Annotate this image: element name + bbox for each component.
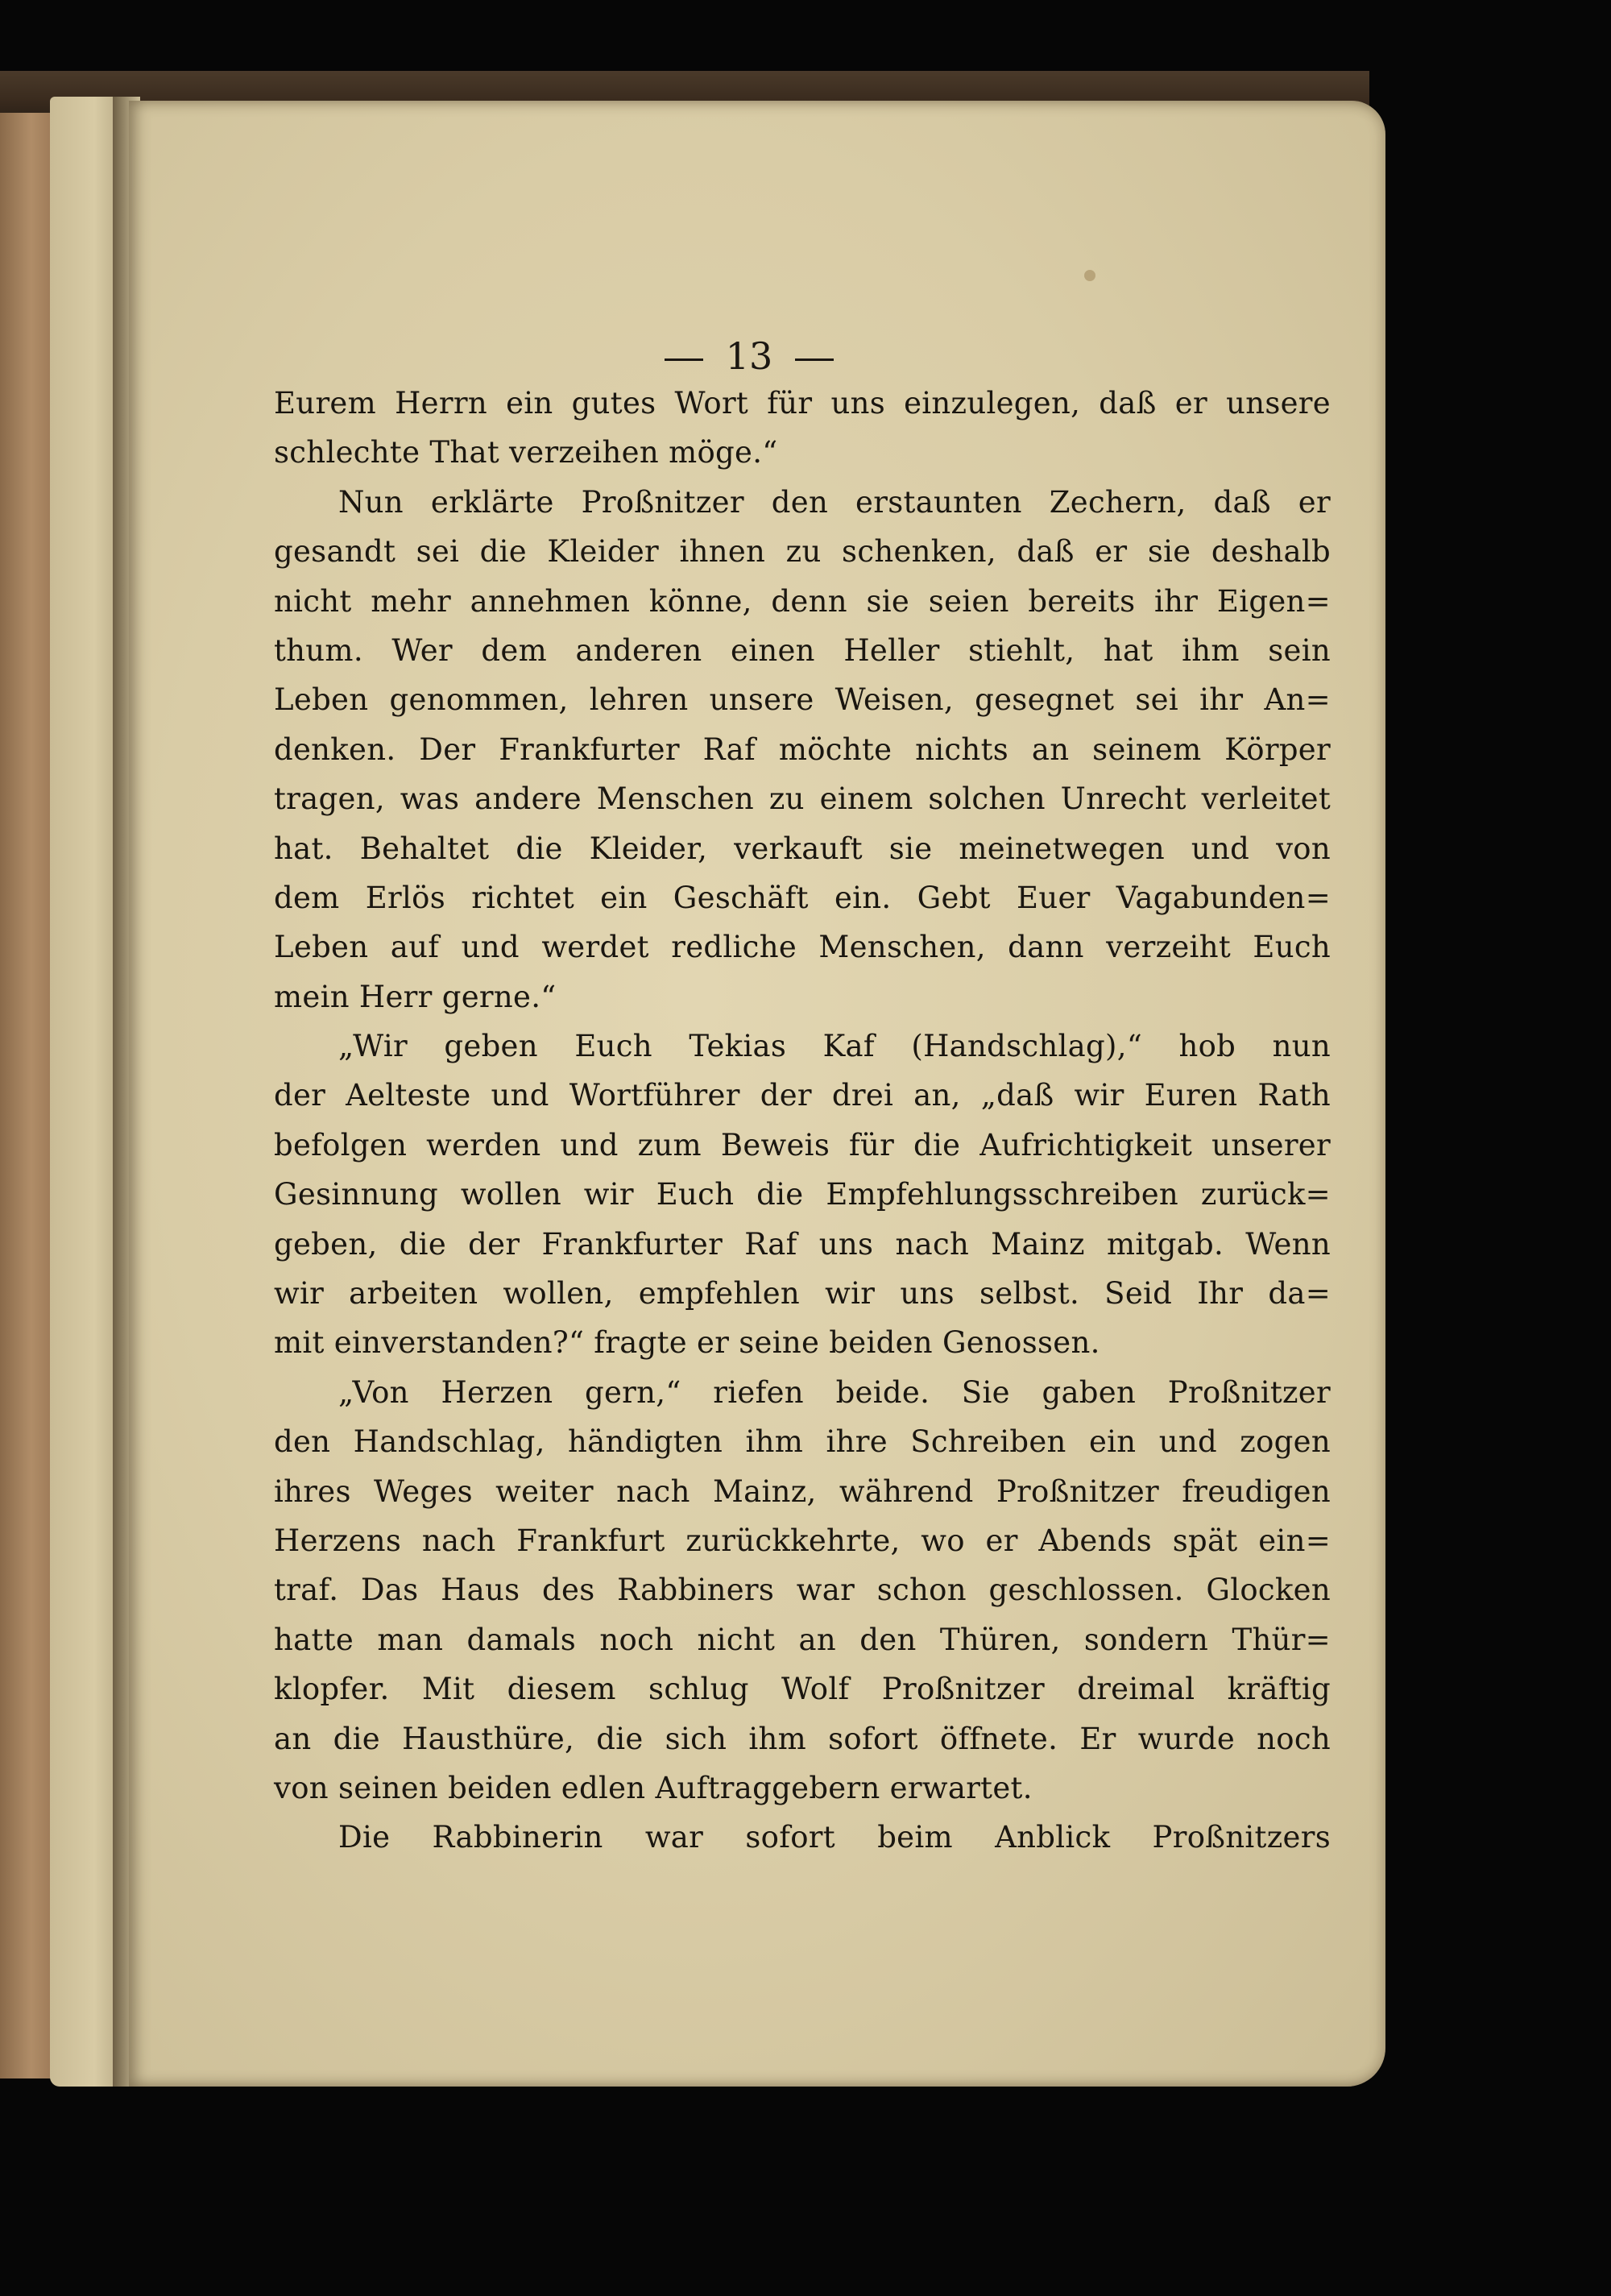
text-line: geben, die der Frankfurter Raf uns nach Mainz mitgab. Wenn — [274, 1226, 1331, 1262]
text-line: befolgen werden und zum Beweis für die Aufrichtigkeit unserer — [274, 1127, 1331, 1163]
text-line: „Wir geben Euch Tekias Kaf (Handschlag),“ hob nun — [338, 1029, 1331, 1064]
text-line: mein Herr gerne.“ — [274, 979, 557, 1014]
text-line: dem Erlös richtet ein Geschäft ein. Gebt Euer Vagabunden= — [274, 880, 1331, 915]
page-number — [129, 334, 1369, 378]
text-line: wir arbeiten wollen, empfehlen wir uns selbst. Seid Ihr da= — [274, 1276, 1331, 1312]
text-line: an die Hausthüre, die sich ihm sofort öffnete. Er wurde noch — [274, 1721, 1331, 1756]
page-number-dash-right — [795, 358, 834, 361]
text-line: ihres Weges weiter nach Mainz, während Proßnitzer freudigen — [274, 1473, 1331, 1509]
text-line: hat. Behaltet die Kleider, verkauft sie meinetwegen und von — [274, 831, 1331, 866]
book-page — [129, 101, 1385, 2087]
book-cover-edge — [0, 113, 56, 2078]
text-line: den Handschlag, händigten ihm ihre Schreiben ein und zogen — [274, 1424, 1331, 1460]
text-line: Leben auf und werdet redliche Menschen, dann verzeiht Euch — [274, 930, 1331, 965]
text-line: hatte man damals noch nicht an den Thüren, sondern Thür= — [274, 1622, 1331, 1657]
text-line: mit einverstanden?“ fragte er seine beiden Genossen. — [274, 1325, 1100, 1361]
text-line: Gesinnung wollen wir Euch die Empfehlungsschreiben zurück= — [274, 1177, 1331, 1212]
page-number-text: 13 — [725, 334, 773, 378]
text-line: tragen, was andere Menschen zu einem solchen Unrecht verleitet — [274, 781, 1331, 817]
text-line: nicht mehr annehmen könne, denn sie seien bereits ihr Eigen= — [274, 583, 1331, 619]
page-number-dash-left — [665, 358, 703, 361]
text-line: Nun erklärte Proßnitzer den erstaunten Zechern, daß er — [338, 484, 1331, 520]
text-line: Leben genommen, lehren unsere Weisen, gesegnet sei ihr An= — [274, 682, 1331, 718]
text-line: Herzens nach Frankfurt zurückkehrte, wo er Abends spät ein= — [274, 1523, 1331, 1558]
body-text — [274, 379, 1331, 1863]
paper-spot — [1084, 270, 1095, 281]
text-line: Eurem Herrn ein gutes Wort für uns einzulegen, daß er unsere — [274, 386, 1331, 421]
text-line: schlechte That verzeihen möge.“ — [274, 435, 778, 470]
text-line: Die Rabbinerin war sofort beim Anblick Proßnitzers — [338, 1820, 1331, 1855]
text-line: der Aelteste und Wortführer der drei an, „daß wir Euren Rath — [274, 1078, 1331, 1113]
text-line: denken. Der Frankfurter Raf möchte nichts an seinem Körper — [274, 731, 1331, 767]
text-line: thum. Wer dem anderen einen Heller stiehlt, hat ihm sein — [274, 632, 1331, 668]
text-line: klopfer. Mit diesem schlug Wolf Proßnitzer dreimal kräftig — [274, 1672, 1331, 1707]
text-line: traf. Das Haus des Rabbiners war schon geschlossen. Glocken — [274, 1573, 1331, 1608]
text-line: von seinen beiden edlen Auftraggebern erwartet. — [274, 1770, 1033, 1805]
text-line: gesandt sei die Kleider ihnen zu schenken, daß er sie deshalb — [274, 534, 1331, 570]
text-line: „Von Herzen gern,“ riefen beide. Sie gaben Proßnitzer — [338, 1374, 1331, 1410]
